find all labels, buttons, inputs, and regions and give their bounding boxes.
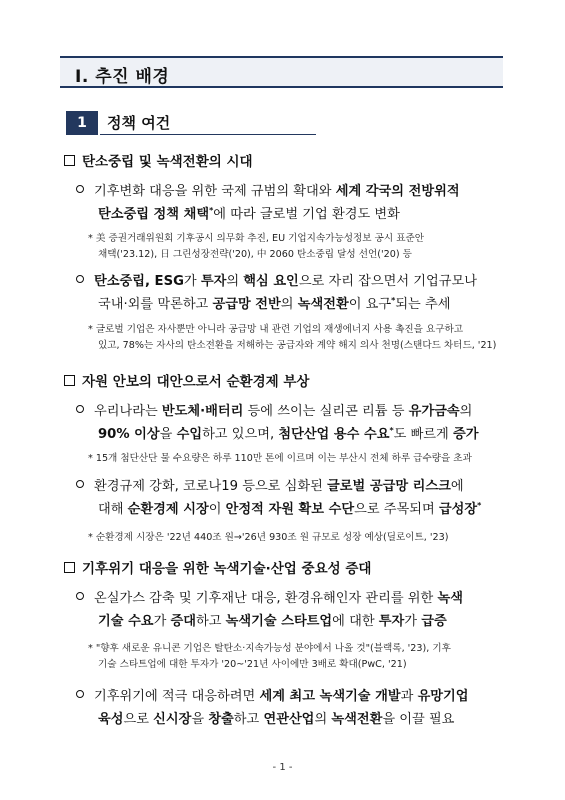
bullet-2-1: 우리나라는 반도체·배터리 등에 쓰이는 실리콘 리튬 등 유가금속의 — [76, 400, 472, 419]
bullet-3-2: 기후위기에 적극 대응하려면 세계 최고 녹색기술 개발과 유망기업 — [76, 685, 469, 704]
subsection-underline — [100, 134, 316, 135]
heading-carbon-neutral: 탄소중립 및 녹색전환의 시대 — [64, 150, 253, 170]
subsection-title: 정책 여건 — [107, 114, 171, 132]
footnote-2-1: * 15개 첨단산단 물 수요량은 하루 110만 톤에 이르며 이는 부산시 전체 하루 급수량을 초과 — [88, 453, 472, 464]
footnote-2-2: * 순환경제 시장은 '22년 440조 원→'26년 930조 원 규모로 성장 예상(딜로이트, '23) — [88, 532, 449, 543]
circle-bullet-icon — [76, 185, 84, 193]
square-bullet-icon — [64, 375, 75, 386]
square-bullet-icon — [64, 155, 75, 166]
circle-bullet-icon — [76, 690, 84, 698]
footnote-3-1-cont: 기술 스타트업에 대한 투자가 '20~'21년 사이에만 3배로 확대(PwC, '21) — [98, 659, 407, 670]
bullet-2-2: 환경규제 강화, 코로나19 등으로 심화된 글로벌 공급망 리스크에 — [76, 475, 464, 494]
bullet-3-2-cont: 육성으로 신시장을 창출하고 연관산업의 녹색전환을 이끌 필요 — [98, 712, 455, 727]
circle-bullet-icon — [76, 592, 84, 600]
footnote-1-2: * 글로벌 기업은 자사뿐만 아니라 공급망 내 관련 기업의 재생에너지 사용 촉진을 요구하고 — [88, 324, 464, 335]
subsection-number: 1 — [66, 111, 98, 135]
circle-bullet-icon — [76, 405, 84, 413]
bullet-1-1-cont: 탄소중립 정책 채택*에 따라 글로벌 기업 환경도 변화 — [98, 206, 400, 222]
bullet-1-1: 기후변화 대응을 위한 국제 규범의 확대와 세계 각국의 전방위적 — [76, 180, 460, 199]
page-number: - 1 - — [272, 762, 293, 773]
footnote-3-1: * "향후 새로운 유니콘 기업은 탈탄소·지속가능성 분야에서 나올 것"(블랙록, '23), 기후 — [88, 643, 451, 654]
bullet-1-2: 탄소중립, ESG가 투자의 핵심 요인으로 자리 잡으면서 기업규모나 — [76, 270, 477, 289]
heading-green-tech: 기후위기 대응을 위한 녹색기술·산업 중요성 증대 — [64, 557, 371, 577]
circle-bullet-icon — [76, 275, 84, 283]
bullet-3-1: 온실가스 감축 및 기후재난 대응, 환경유해인자 관리를 위한 녹색 — [76, 587, 463, 606]
circle-bullet-icon — [76, 480, 84, 488]
bullet-1-2-cont: 국내·외를 막론하고 공급망 전반의 녹색전환이 요구*되는 추세 — [98, 296, 451, 312]
footnote-1-2-cont: 있고, 78%는 자사의 탄소전환을 저해하는 공급자와 계약 해지 의사 천명(스탠다드 차터드, '21) — [98, 340, 497, 351]
footnote-1-1-cont: 채택('23.12), 日 그린성장전략('20), 中 2060 탄소중립 달성 선언('20) 등 — [98, 249, 412, 260]
section-title-box — [60, 56, 503, 88]
square-bullet-icon — [64, 562, 75, 573]
bullet-2-1-cont: 90% 이상을 수입하고 있으며, 첨단산업 용수 수요*도 빠르게 증가 — [98, 426, 479, 442]
heading-circular-economy: 자원 안보의 대안으로서 순환경제 부상 — [64, 370, 309, 390]
footnote-1-1: * 美 증권거래위원회 기후공시 의무화 추진, EU 기업지속가능성정보 공시 표준안 — [88, 233, 424, 244]
section-title: Ⅰ. 추진 배경 — [75, 67, 170, 87]
bullet-2-2-cont: 대해 순환경제 시장이 안정적 자원 확보 수단으로 주목되며 급성장* — [98, 501, 482, 517]
bullet-3-1-cont: 기술 수요가 증대하고 녹색기술 스타트업에 대한 투자가 급증 — [98, 614, 447, 629]
